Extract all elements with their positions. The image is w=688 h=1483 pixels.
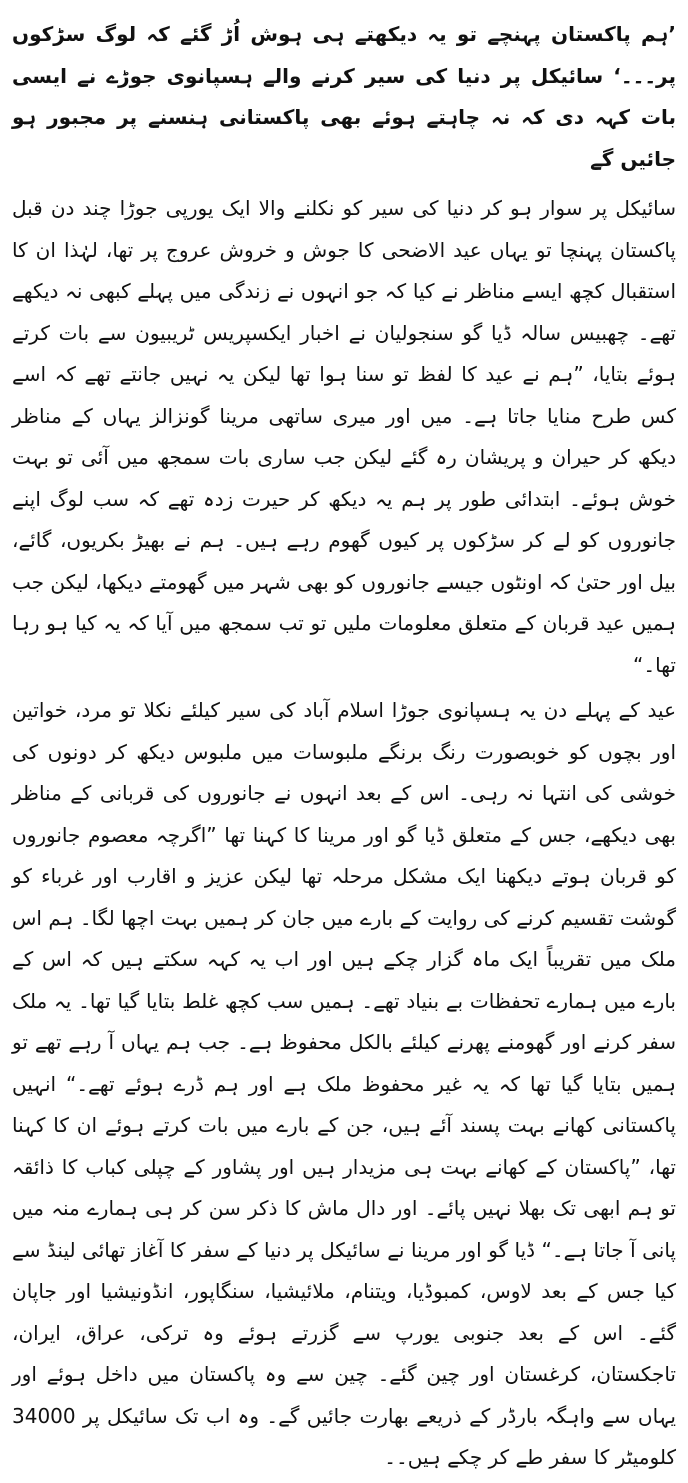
article-body <box>12 14 676 1483</box>
article-paragraph-1: سائیکل پر سوار ہو کر دنیا کی سیر کو نکلنے والا ایک یورپی جوڑا چند دن قبل پاکستان پہنچا تو یہاں عید الاضحی کا جوش و خروش عروج پر تھا، لہٰذا ان کا استقبال کچھ ایسے مناظر نے کیا کہ جو انہوں نے زندگی میں پہلے کبھی نہ دیکھے تھے۔ چھبیس سالہ ڈیا گو سنجولیان نے اخبار ایکسپریس ٹریبیون سے بات کرتے ہوئے بتایا، ”ہم نے عید کا لفظ تو سنا ہوا تھا لیکن یہ نہیں جانتے تھے کہ اسے کس طرح منایا جاتا ہے۔ میں اور میری ساتھی مرینا گونزالز یہاں کے مناظر دیکھ کر حیران و پریشان رہ گئے لیکن جب ساری بات سمجھ میں آئی تو بہت خوش ہوئے۔ ابتدائی طور پر ہم یہ دیکھ کر حیرت زدہ تھے کہ سب لوگ اپنے جانوروں کو لے کر سڑکوں پر کیوں گھوم رہے ہیں۔ ہم نے بھیڑ بکریوں، گائے، بیل اور حتیٰ کہ اونٹوں جیسے جانوروں کو بھی شہر میں گھومتے دیکھا، لیکن جب ہمیں عید قربان کے متعلق معلومات ملیں تو تب سمجھ میں آیا کہ یہ کیا ہو رہا تھا۔“ <box>12 196 677 677</box>
article-headline: ’ہم پاکستان پہنچے تو یہ دیکھتے ہی ہوش اُڑ گئے کہ لوگ سڑکوں پر۔۔۔‘ سائیکل پر دنیا کی سیر کرنے والے ہسپانوی جوڑے نے ایسی بات کہہ دی کہ نہ چاہتے ہوئے بھی پاکستانی ہنسنے پر مجبور ہو جائیں گے <box>12 22 676 171</box>
article-paragraph-2: عید کے پہلے دن یہ ہسپانوی جوڑا اسلام آباد کی سیر کیلئے نکلا تو مرد، خواتین اور بچوں کو خوبصورت رنگ برنگے ملبوسات میں ملبوس دیکھ کر دونوں کی خوشی کی انتہا نہ رہی۔ اس کے بعد انہوں نے جانوروں کی قربانی کے مناظر بھی دیکھے، جس کے متعلق ڈیا گو اور مرینا کا کہنا تھا ”اگرچہ معصوم جانوروں کو قربان ہوتے دیکھنا ایک مشکل مرحلہ تھا لیکن عزیز و اقارب اور غرباء کو گوشت تقسیم کرنے کی روایت کے بارے میں جان کر ہمیں بہت اچھا لگا۔ ہم اس ملک میں تقریباً ایک ماہ گزار چکے ہیں اور اب یہ کہہ سکتے ہیں کہ اس کے بارے میں ہمارے تحفظات بے بنیاد تھے۔ ہمیں سب کچھ غلط بتایا گیا تھا۔ یہ ملک سفر کرنے اور گھومنے پھرنے کیلئے بالکل محفوظ ہے۔ جب ہم یہاں آ رہے تھے تو ہمیں بتایا گیا تھا کہ یہ غیر محفوظ ملک ہے اور ہم ڈرے ہوئے تھے۔“ انہیں پاکستانی کھانے بہت پسند آئے ہیں، جن کے بارے میں بات کرتے ہوئے ان کا کہنا تھا، ”پاکستان کے کھانے بہت ہی مزیدار ہیں اور پشاور کے چپلی کباب کا ذائقہ تو ہم ابھی تک بھلا نہیں پائے۔ اور دال ماش کا ذکر سن کر ہی ہمارے منہ میں پانی آ جاتا ہے۔“ ڈیا گو اور مرینا نے سائیکل پر دنیا کے سفر کا آغاز تھائی لینڈ سے کیا جس کے بعد لاوس، کمبوڈیا، ویتنام، ملائیشیا، سنگاپور، انڈونیشیا اور جاپان گئے۔ اس کے بعد جنوبی یورپ سے گزرتے ہوئے وہ ترکی، عراق، ایران، تاجکستان، کرغستان اور چین گئے۔ چین سے وہ پاکستان میں داخل ہوئے اور یہاں سے واہگہ بارڈر کے ذریعے بھارت جائیں گے۔ وہ اب تک سائیکل پر 34000 کلومیٹر کا سفر طے کر چکے ہیں۔۔ <box>12 698 676 1469</box>
